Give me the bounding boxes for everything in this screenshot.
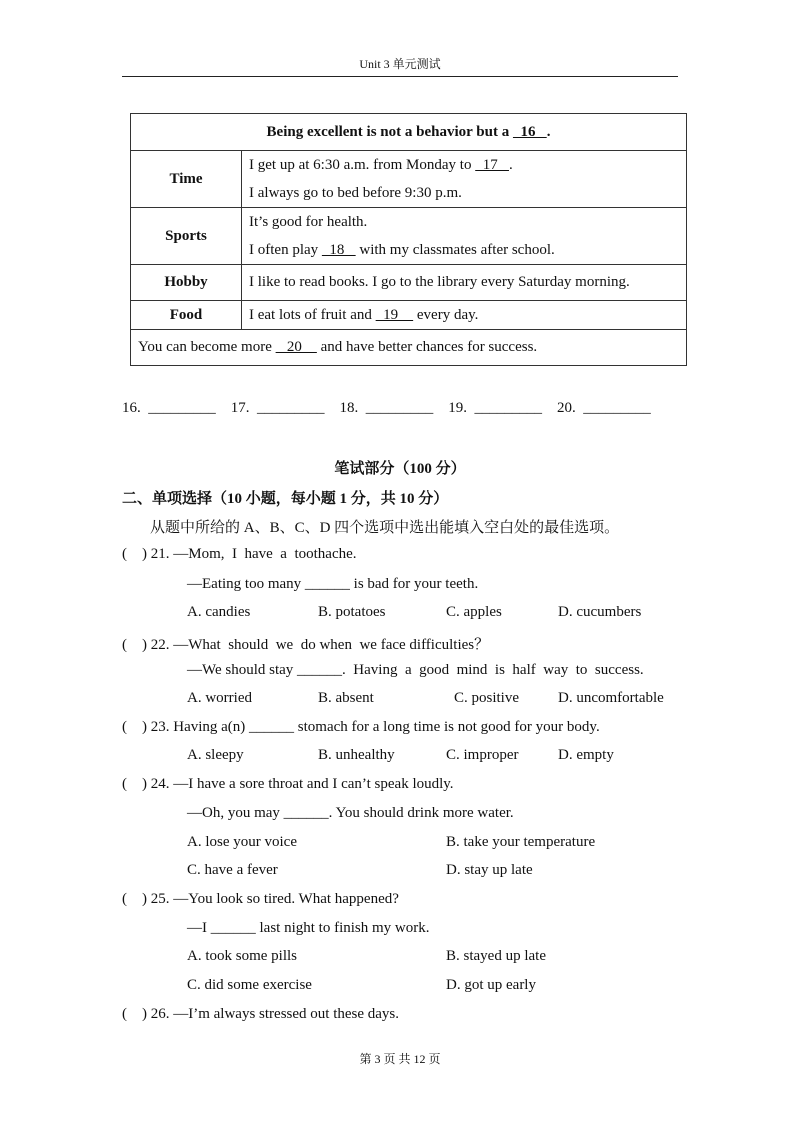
q23-option-c[interactable]: C. improper: [446, 747, 519, 763]
q23-option-b[interactable]: B. unhealthy: [318, 747, 395, 763]
question-21-sub: —Eating too many ______ is bad for your teeth.: [187, 576, 479, 592]
blank-20[interactable]: 20: [275, 339, 317, 355]
blank-19[interactable]: 19: [375, 306, 414, 323]
q24-option-d[interactable]: D. stay up late: [446, 862, 533, 878]
q21-option-a[interactable]: A. candies: [187, 604, 251, 620]
q25-option-c[interactable]: C. did some exercise: [187, 977, 312, 993]
question-22-stem: ( ) 22. —What should we do when we face difficulties？: [122, 637, 490, 653]
q25-option-b[interactable]: B. stayed up late: [446, 948, 546, 964]
table-title: Being excellent is not a behavior but a 16 .: [131, 114, 687, 151]
row-content-sports: It’s good for health. I often play 18 with my classmates after school.: [242, 208, 687, 265]
q25-option-a[interactable]: A. took some pills: [187, 948, 298, 964]
q24-option-b[interactable]: B. take your temperature: [446, 834, 596, 850]
info-table: [130, 113, 687, 366]
q22-option-a[interactable]: A. worried: [187, 690, 252, 706]
row-label-hobby: Hobby: [131, 265, 242, 301]
question-26-stem: ( ) 26. —I’m always stressed out these days.: [122, 1006, 400, 1022]
page-footer: 第 3 页 共 12 页: [359, 1052, 441, 1066]
q23-option-d[interactable]: D. empty: [558, 747, 614, 763]
row-label-time: Time: [131, 151, 242, 208]
question-22-sub: —We should stay ______. Having a good mind is half way to success.: [187, 662, 644, 678]
question-24-stem: ( ) 24. —I have a sore throat and I can’t speak loudly.: [122, 776, 454, 792]
question-21-stem: ( ) 21. —Mom, I have a toothache.: [122, 546, 357, 562]
q21-option-b[interactable]: B. potatoes: [318, 604, 386, 620]
q22-option-b[interactable]: B. absent: [318, 690, 374, 706]
q25-option-d[interactable]: D. got up early: [446, 977, 536, 993]
q22-option-c[interactable]: C. positive: [454, 690, 520, 706]
blank-18[interactable]: 18: [321, 242, 356, 258]
section-heading: 二、单项选择（10 小题，每小题 1 分，共 10 分）: [122, 491, 449, 507]
q21-option-d[interactable]: D. cucumbers: [558, 604, 642, 620]
q24-option-a[interactable]: A. lose your voice: [187, 834, 297, 850]
row-label-sports: Sports: [131, 208, 242, 265]
row-content-hobby: I like to read books. I go to the library every Saturday morning.: [242, 265, 687, 301]
instruction: 从题中所给的 A、B、C、D 四个选项中选出能填入空白处的最佳选项。: [150, 520, 620, 536]
q23-option-a[interactable]: A. sleepy: [187, 747, 244, 763]
row-content-time: I get up at 6:30 a.m. from Monday to 17 . I always go to bed before 9:30 p.m.: [242, 151, 687, 208]
row-content-food: I eat lots of fruit and 19 every day.: [242, 301, 687, 330]
section-title: 笔试部分（100 分）: [334, 461, 466, 477]
page-header: Unit 3 单元测试: [122, 55, 678, 77]
question-25-stem: ( ) 25. —You look so tired. What happened?: [122, 891, 399, 907]
q24-option-c[interactable]: C. have a fever: [187, 862, 278, 878]
question-23-stem: ( ) 23. Having a(n) ______ stomach for a long time is not good for your body.: [122, 719, 600, 735]
question-24-sub: —Oh, you may ______. You should drink more water.: [187, 805, 514, 821]
blank-17[interactable]: 17: [475, 157, 509, 173]
table-footer: You can become more 20 and have better chances for success.: [131, 330, 687, 366]
answer-blanks[interactable]: 16. _________ 17. _________ 18. _________ 19. _________ 20. _________: [122, 400, 651, 416]
q21-option-c[interactable]: C. apples: [446, 604, 502, 620]
q22-option-d[interactable]: D. uncomfortable: [558, 690, 664, 706]
question-25-sub: —I ______ last night to finish my work.: [187, 920, 430, 936]
row-label-food: Food: [131, 301, 242, 330]
blank-16[interactable]: 16: [512, 123, 547, 140]
